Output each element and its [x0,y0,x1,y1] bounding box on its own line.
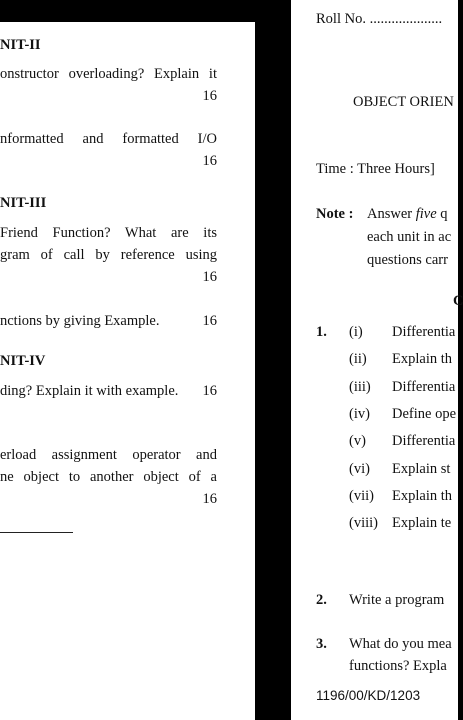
note-line-1-emphasis: five [415,206,437,222]
question-6-marks: 16 [202,269,217,285]
note-line-1 [367,205,448,223]
question-1-item-number: (vii) [349,488,374,504]
roll-number-line: Roll No. .................... [316,11,443,27]
question-4-line-1: onstructor overloading? Explain it [0,66,217,82]
question-6-line-1: Friend Function? What are its [0,225,217,241]
question-7-marks: 16 [202,313,217,329]
note-line-3: questions carr [367,252,448,268]
question-5-line-1: nformatted and formatted I/O [0,131,217,147]
note-label: Note : [316,206,354,222]
paper-title: OBJECT ORIEN [353,94,454,110]
question-2-number: 2. [316,592,327,608]
question-1-item-text: Explain st [392,461,451,477]
question-1-number: 1. [316,324,327,340]
note-line-1-start: Answer [367,206,416,222]
question-1-item-text: Differentia [392,324,456,340]
unit-4-heading: NIT-IV [0,353,46,369]
question-9-line-1: erload assignment operator and [0,447,217,463]
question-1-item-number: (iv) [349,406,370,422]
question-6-line-2: gram of call by reference using [0,247,217,263]
question-1-item-number: (i) [349,324,363,340]
question-3-number: 3. [316,636,327,652]
unit-2-heading: NIT-II [0,37,41,53]
note-line-2: each unit in ac [367,229,452,245]
unit-3-heading: NIT-III [0,195,47,211]
question-2-text: Write a program [349,592,445,608]
question-1-item-number: (iii) [349,379,371,395]
question-1-item-text: Explain th [392,488,453,504]
question-9-line-2: ne object to another object of a [0,469,217,485]
note-line-1-end: q [436,206,448,222]
question-8-line-1: ding? Explain it with example. [0,383,179,399]
time-allowed: Time : Three Hours] [316,161,435,177]
question-4-marks: 16 [202,88,217,104]
right-exam-page [291,0,463,720]
question-3-line-2: functions? Expla [349,658,447,674]
question-7-line-1: nctions by giving Example. [0,313,160,329]
section-heading: C [453,293,463,309]
end-rule [0,532,73,533]
question-5-marks: 16 [202,153,217,169]
question-1-item-number: (v) [349,433,366,449]
question-9-marks: 16 [202,491,217,507]
question-1-item-text: Differentia [392,433,456,449]
question-1-item-text: Explain th [392,351,453,367]
question-8-marks: 16 [202,383,217,399]
question-3-line-1: What do you mea [349,636,452,652]
question-1-item-number: (viii) [349,515,378,531]
question-1-item-text: Define ope [392,406,457,422]
footer-code: 1196/00/KD/1203 [316,688,421,703]
question-1-item-text: Differentia [392,379,456,395]
question-1-item-number: (ii) [349,351,367,367]
question-1-item-number: (vi) [349,461,370,477]
left-exam-page [0,22,255,720]
question-1-item-text: Explain te [392,515,452,531]
